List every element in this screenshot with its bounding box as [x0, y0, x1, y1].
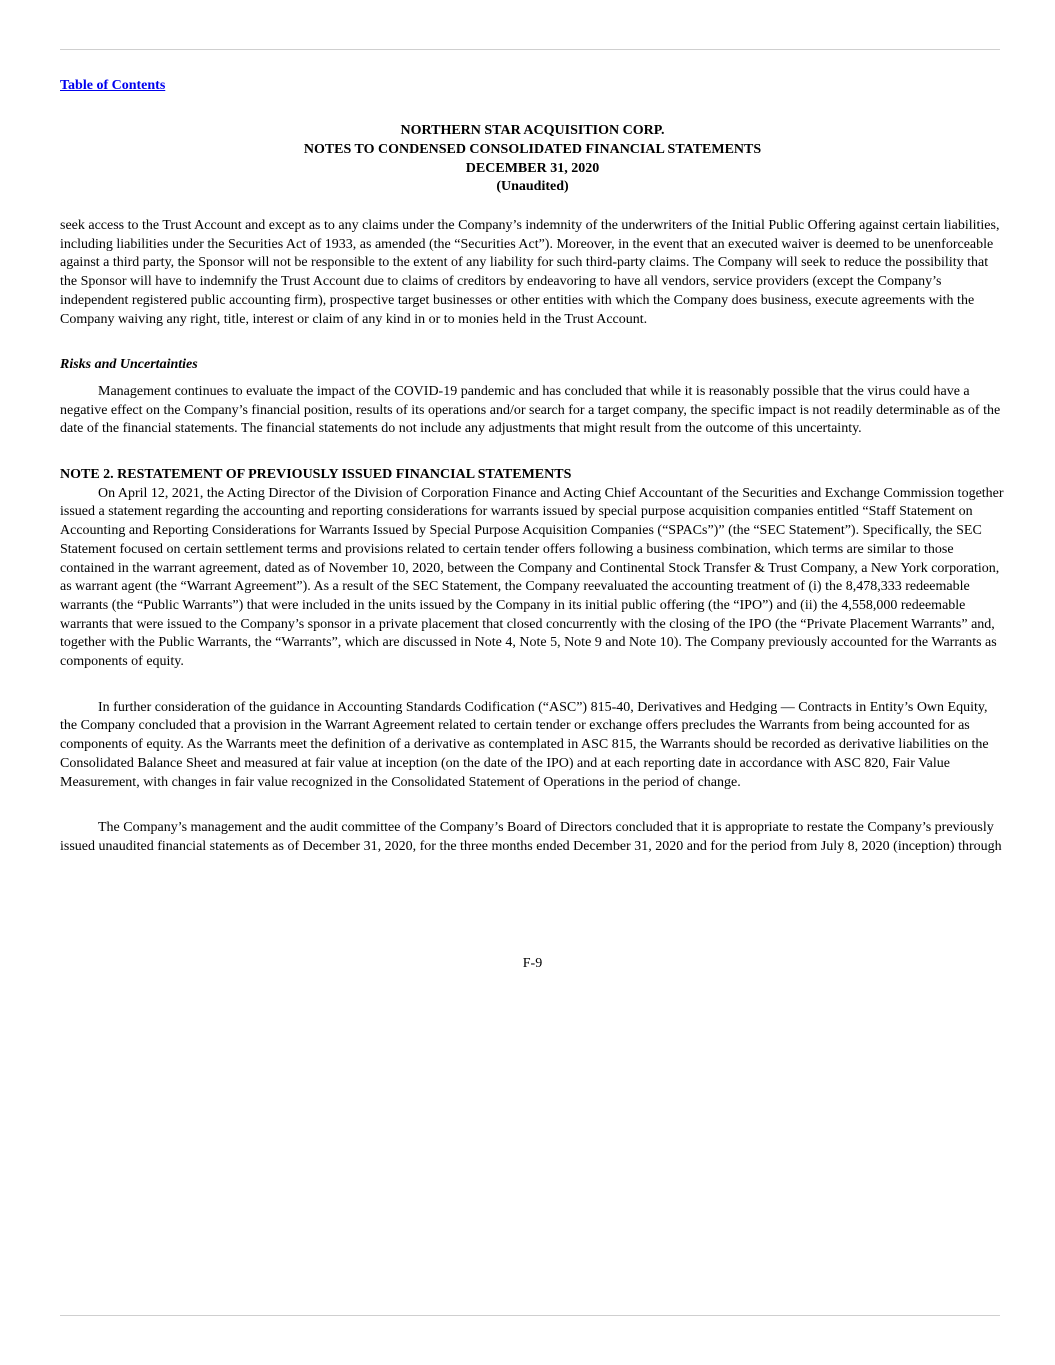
document-body — [60, 217, 1008, 857]
company-name: NORTHERN STAR ACQUISITION CORP. — [400, 123, 665, 138]
body-paragraph: In further consideration of the guidance in Accounting Standards Codification (“ASC”) 815-40, Derivatives and Hedging — Contracts in Entity’s Own Equity, the Company concluded that a provision in the Warrant Agreement related to certain tender or exchange offers precludes the Warrants from being accounted for as components of equity. As the Warrants meet the definition of a derivative as contemplated in ASC 815, the Warrants should be recorded as derivative liabilities on the Consolidated Balance Sheet and measured at fair value at inception (on the date of the IPO) and at each reporting date in accordance with ASC 820, Fair Value Measurement, with changes in fair value recognized in the Consolidated Statement of Operations in the period of change. — [60, 699, 989, 790]
statement-date: DECEMBER 31, 2020 — [465, 160, 600, 176]
document-title: NOTES TO CONDENSED CONSOLIDATED FINANCIAL STATEMENTS — [303, 141, 762, 157]
body-paragraph: seek access to the Trust Account and except as to any claims under the Company’s indemnity of the underwriters of the Initial Public Offering against certain liabilities, including liabilities under the Securities Act of 1933, as amended (the “Securities Act”). Moreover, in the event that an executed waiver is deemed to be unenforceable against a third party, the Sponsor will not be responsible to the extent of any liability for such third-party claims. The Company will seek to reduce the possibility that the Sponsor will have to indemnify the Trust Account due to claims of creditors by endeavoring to have all vendors, service providers (except the Company’s independent registered public accounting firm), prospective target businesses or other entities with which the Company does business, execute agreements with the Company waiving any right, title, interest or claim of any kind in or to monies held in the Trust Account. — [60, 218, 1000, 327]
body-paragraph: On April 12, 2021, the Acting Director of the Division of Corporation Finance and Acting Chief Accountant of the Securities and Exchange Commission together issued a statement regarding the accounting and reporting considerations for warrants issued by special purpose acquisition companies entitled “Staff Statement on Accounting and Reporting Considerations for Warrants Issued by Special Purpose Acquisition Companies (“SPACs”)” (the “SEC Statement”). Specifically, the SEC Statement focused on certain settlement terms and provisions related to certain tender offers following a business combination, which terms are similar to those contained in the warrant agreement, dated as of November 10, 2020, between the Company and Continental Stock Transfer & Trust Company, a New York corporation, as warrant agent (the “Warrant Agreement”). As a result of the SEC Statement, the Company reevaluated the accounting treatment of (i) the 8,478,333 redeemable warrants (the “Public Warrants”) that were included in the units issued by the Company in its initial public offering (the “IPO”) and (ii) the 4,558,000 redeemable warrants that were issued to the Company’s sponsor in a private placement that closed concurrently with the closing of the IPO (the “Private Placement Warrants” and, together with the Public Warrants, the “Warrants”, which are discussed in Note 4, Note 5, Note 9 and Note 10). The Company previously accounted for the Warrants as components of equity. — [60, 485, 1004, 670]
body-paragraph: The Company’s management and the audit committee of the Company’s Board of Directors concluded that it is appropriate to restate the Company’s previously issued unaudited financial statements as of December 31, 2020, for the three months ended December 31, 2020 and for the period from July 8, 2020 (inception) through — [60, 820, 1002, 854]
body-paragraph: Management continues to evaluate the impact of the COVID-19 pandemic and has concluded that while it is reasonably possible that the virus could have a negative effect on the Company’s financial position, results of its operations and/or search for a target company, the specific impact is not readily determinable as of the date of the financial statements. The financial statements do not include any adjustments that might result from the outcome of this uncertainty. — [60, 383, 1001, 437]
page-number: F-9 — [522, 956, 543, 971]
document-header — [60, 122, 1005, 197]
section-heading-note-2: NOTE 2. RESTATEMENT OF PREVIOUSLY ISSUED FINANCIAL STATEMENTS — [60, 467, 572, 483]
table-of-contents-link[interactable]: Table of Contents — [60, 78, 166, 93]
audit-status: (Unaudited) — [496, 179, 569, 195]
bottom-divider — [60, 1315, 1000, 1316]
top-divider — [60, 49, 1000, 50]
section-heading-risks: Risks and Uncertainties — [60, 357, 198, 373]
